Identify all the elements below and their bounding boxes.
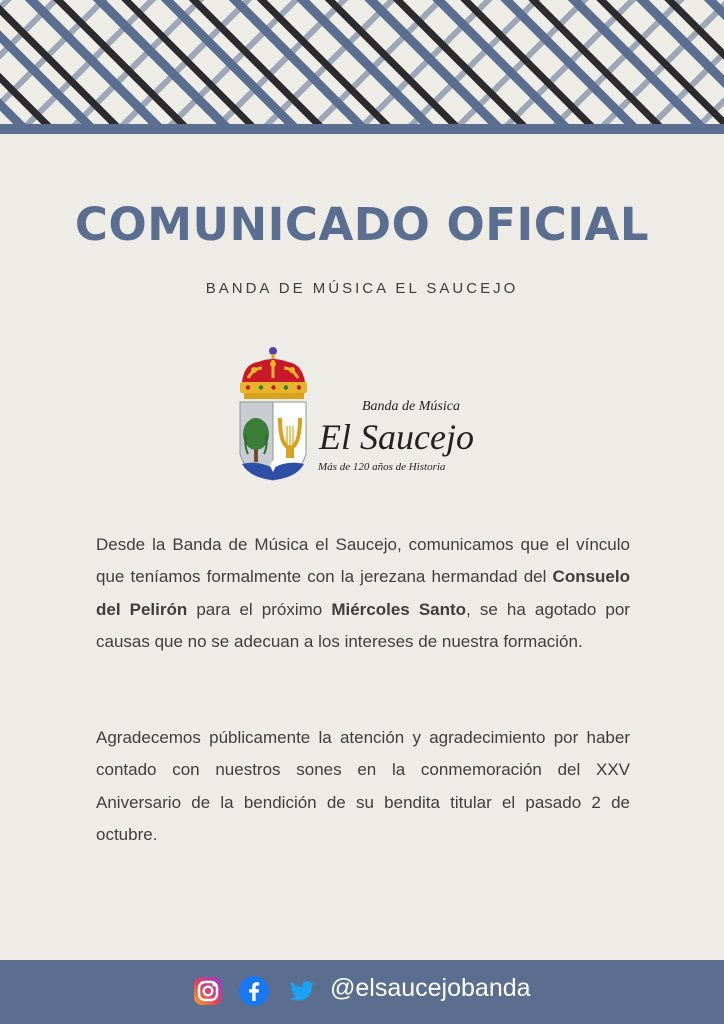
p1-text-2: para el próximo (187, 599, 332, 619)
logo-tagline: Más de 120 años de Historia (318, 461, 446, 473)
header-pattern-band (0, 124, 724, 134)
band-logo (234, 342, 484, 488)
instagram-icon[interactable] (192, 975, 224, 1007)
p1-text-3: , se ha agotado por causas que no se adecuan a los intereses de nuestra formación. (96, 599, 630, 652)
logo-band-label: Banda de Música (362, 399, 460, 414)
page-subtitle: BANDA DE MÚSICA EL SAUCEJO (205, 280, 519, 297)
twitter-icon[interactable] (286, 975, 318, 1007)
body-paragraph-2: Agradecemos públicamente la atención y agradecimiento por haber contado con nuestros sones en la conmemoración del XXV Aniversario de la bendición de su bendita titular el pasado 2 de octubre. (96, 728, 630, 845)
social-handle[interactable]: @elsaucejobanda (330, 974, 531, 1002)
page-title: COMUNICADO OFICIAL (74, 198, 650, 251)
brotherhood-name: Consuelo del Pelirón (96, 567, 630, 619)
body-paragraph-1 (96, 529, 630, 659)
p1-text-1: Desde la Banda de Música el Saucejo, comunicamos que el vínculo que teníamos formalmente con la jerezana hermandad del (96, 535, 630, 587)
facebook-icon[interactable] (238, 975, 270, 1007)
holy-day-name: Miércoles Santo (331, 599, 467, 619)
logo-band-name: El Saucejo (319, 417, 474, 457)
coat-of-arms-icon (234, 342, 314, 488)
header-pattern (0, 0, 724, 125)
